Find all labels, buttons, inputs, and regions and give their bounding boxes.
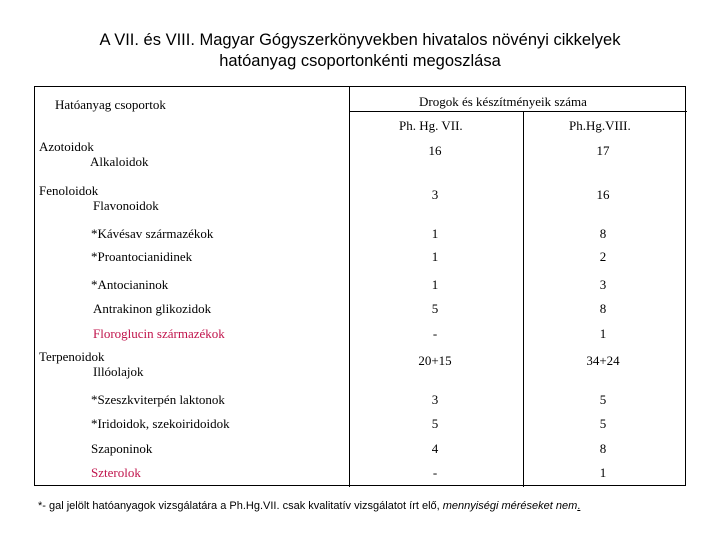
value-ph-hg-vii: 5 — [431, 301, 439, 316]
col-ph-hg-vii-header: Ph. Hg. VII. — [399, 118, 463, 133]
row-group-label: Azotoidok — [39, 139, 94, 154]
row-group-label: Szterolok — [91, 465, 141, 480]
row-group-label: Terpenoidok — [39, 349, 105, 364]
value-ph-hg-vii: 1 — [431, 277, 439, 292]
value-ph-hg-viii: 1 — [599, 326, 607, 341]
row-group-label: Floroglucin származékok — [93, 326, 225, 341]
value-ph-hg-viii: 16 — [596, 187, 610, 202]
value-ph-hg-viii: 8 — [599, 441, 607, 456]
row-group-label: *Kávésav származékok — [91, 226, 214, 241]
row-group-label: *Antocianinok — [91, 277, 169, 292]
value-ph-hg-viii: 34+24 — [586, 353, 620, 368]
value-ph-hg-vii: 16 — [428, 143, 442, 158]
row-group-label: Szaponinok — [91, 441, 153, 456]
value-ph-hg-vii: 1 — [431, 249, 439, 264]
value-ph-hg-viii: 17 — [596, 143, 610, 158]
data-table — [34, 86, 686, 486]
header-divider — [349, 111, 687, 112]
row-group-label: Fenoloidok — [39, 183, 99, 198]
footnote — [38, 500, 580, 512]
col-ph-hg-viii-header: Ph.Hg.VIII. — [569, 118, 631, 133]
footnote-prefix: *- gal jelölt hatóanyagok vizsgálatára a Ph.Hg.VII. csak kvalitatív vizsgálatot írt elő, — [38, 500, 443, 512]
value-ph-hg-viii: 2 — [599, 249, 607, 264]
value-ph-hg-vii: - — [432, 465, 438, 480]
row-group-label: *Proantocianidinek — [91, 249, 193, 264]
title-line-2: hatóanyag csoportonkénti megoszlása — [219, 52, 501, 70]
value-ph-hg-vii: 1 — [431, 226, 439, 241]
drugs-count-header: Drogok és készítményeik száma — [419, 94, 587, 109]
value-ph-hg-vii: - — [432, 326, 438, 341]
value-ph-hg-viii: 5 — [599, 416, 607, 431]
row-group-label: Antrakinon glikozidok — [93, 301, 212, 316]
page-title — [0, 30, 720, 72]
footnote-suffix: . — [577, 500, 581, 512]
value-ph-hg-viii: 8 — [599, 301, 607, 316]
row-subgroup-label: Flavonoidok — [93, 198, 159, 213]
value-ph-hg-vii: 4 — [431, 441, 439, 456]
value-ph-hg-viii: 3 — [599, 277, 607, 292]
column-divider-1 — [349, 87, 350, 487]
row-group-label: *Szeszkviterpén laktonok — [91, 392, 225, 407]
footnote-italic: mennyiségi méréseket nem — [442, 500, 578, 512]
value-ph-hg-vii: 3 — [431, 187, 439, 202]
value-ph-hg-vii: 20+15 — [418, 353, 452, 368]
group-column-header: Hatóanyag csoportok — [55, 97, 166, 112]
value-ph-hg-vii: 3 — [431, 392, 439, 407]
value-ph-hg-viii: 5 — [599, 392, 607, 407]
column-divider-2 — [523, 111, 524, 487]
row-subgroup-label: Illóolajok — [93, 364, 144, 379]
value-ph-hg-viii: 1 — [599, 465, 607, 480]
value-ph-hg-vii: 5 — [431, 416, 439, 431]
title-line-1: A VII. és VIII. Magyar Gógyszerkönyvekben hivatalos növényi cikkelyek — [99, 31, 621, 49]
row-subgroup-label: Alkaloidok — [90, 154, 149, 169]
value-ph-hg-viii: 8 — [599, 226, 607, 241]
row-group-label: *Iridoidok, szekoiridoidok — [91, 416, 230, 431]
